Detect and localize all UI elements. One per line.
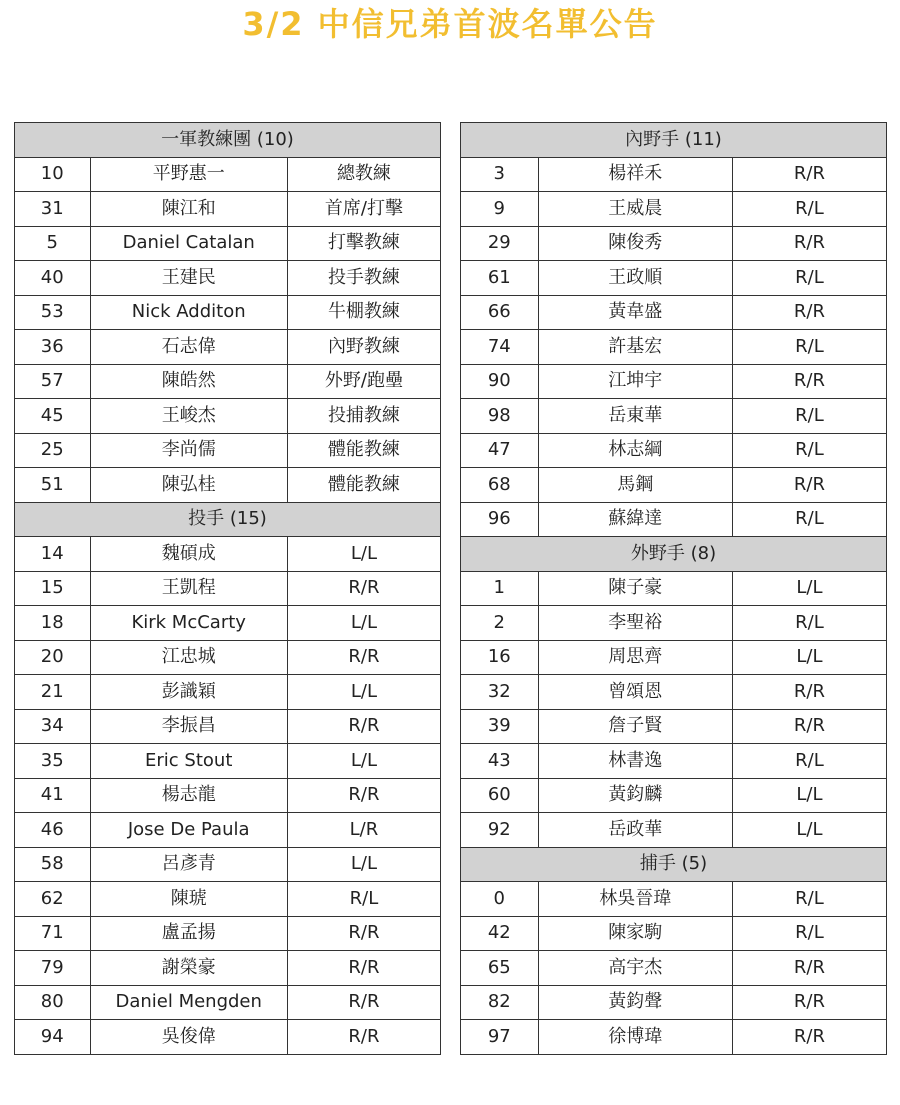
table-row [15, 226, 441, 261]
role-or-bats-throws: L/L [732, 813, 886, 848]
member-name: 謝榮豪 [90, 951, 287, 986]
member-name: 陳子豪 [538, 571, 732, 606]
member-name: 周思齊 [538, 640, 732, 675]
section-header-outfielders [461, 537, 887, 572]
roster-left-column [14, 122, 441, 1055]
table-row [461, 882, 887, 917]
table-row [15, 640, 441, 675]
section-header-catchers [461, 847, 887, 882]
jersey-number: 53 [15, 295, 91, 330]
jersey-number: 71 [15, 916, 91, 951]
member-name: 彭識穎 [90, 675, 287, 710]
jersey-number: 25 [15, 433, 91, 468]
member-name: 楊祥禾 [538, 157, 732, 192]
jersey-number: 96 [461, 502, 539, 537]
role-or-bats-throws: L/L [732, 571, 886, 606]
member-name: 王建民 [90, 261, 287, 296]
jersey-number: 97 [461, 1020, 539, 1055]
role-or-bats-throws: R/R [732, 675, 886, 710]
jersey-number: 82 [461, 985, 539, 1020]
table-row [461, 744, 887, 779]
role-or-bats-throws: R/L [732, 399, 886, 434]
section-title: 內野手 (11) [461, 123, 887, 158]
section-header-infielders [461, 123, 887, 158]
role-or-bats-throws: R/L [732, 744, 886, 779]
member-name: 盧孟揚 [90, 916, 287, 951]
table-row [15, 295, 441, 330]
table-row [15, 606, 441, 641]
section-header-coaches [15, 123, 441, 158]
member-name: 許基宏 [538, 330, 732, 365]
role-or-bats-throws: R/R [732, 1020, 886, 1055]
role-or-bats-throws: L/L [287, 606, 440, 641]
jersey-number: 35 [15, 744, 91, 779]
section-header-pitchers [15, 502, 441, 537]
roster-right-column [460, 122, 887, 1055]
role-or-bats-throws: L/L [732, 640, 886, 675]
table-row [461, 399, 887, 434]
table-row [15, 468, 441, 503]
jersey-number: 94 [15, 1020, 91, 1055]
roster-table-right [460, 122, 887, 1055]
jersey-number: 10 [15, 157, 91, 192]
table-row [461, 916, 887, 951]
table-row [15, 330, 441, 365]
member-name: 詹子賢 [538, 709, 732, 744]
table-row [461, 709, 887, 744]
member-name: 馬鋼 [538, 468, 732, 503]
table-row [15, 675, 441, 710]
jersey-number: 39 [461, 709, 539, 744]
role-or-bats-throws: R/R [732, 985, 886, 1020]
member-name: 岳政華 [538, 813, 732, 848]
role-or-bats-throws: R/R [732, 157, 886, 192]
member-name: Jose De Paula [90, 813, 287, 848]
member-name: Daniel Catalan [90, 226, 287, 261]
role-or-bats-throws: R/L [287, 882, 440, 917]
member-name: 石志偉 [90, 330, 287, 365]
member-name: 魏碩成 [90, 537, 287, 572]
member-name: 李振昌 [90, 709, 287, 744]
role-or-bats-throws: R/L [732, 261, 886, 296]
table-row [15, 744, 441, 779]
role-or-bats-throws: R/L [732, 882, 886, 917]
table-row [461, 192, 887, 227]
table-row [461, 330, 887, 365]
table-row [15, 916, 441, 951]
member-name: Kirk McCarty [90, 606, 287, 641]
member-name: 平野惠一 [90, 157, 287, 192]
member-name: 林書逸 [538, 744, 732, 779]
jersey-number: 29 [461, 226, 539, 261]
jersey-number: 20 [15, 640, 91, 675]
member-name: 岳東華 [538, 399, 732, 434]
role-or-bats-throws: L/L [287, 744, 440, 779]
member-name: 陳弘桂 [90, 468, 287, 503]
jersey-number: 14 [15, 537, 91, 572]
role-or-bats-throws: R/L [732, 433, 886, 468]
jersey-number: 16 [461, 640, 539, 675]
table-row [15, 778, 441, 813]
jersey-number: 36 [15, 330, 91, 365]
jersey-number: 45 [15, 399, 91, 434]
jersey-number: 51 [15, 468, 91, 503]
role-or-bats-throws: R/R [732, 295, 886, 330]
table-row [461, 985, 887, 1020]
member-name: 王凱程 [90, 571, 287, 606]
jersey-number: 62 [15, 882, 91, 917]
role-or-bats-throws: 牛棚教練 [287, 295, 440, 330]
jersey-number: 18 [15, 606, 91, 641]
table-row [461, 1020, 887, 1055]
member-name: 陳江和 [90, 192, 287, 227]
table-row [15, 709, 441, 744]
role-or-bats-throws: R/R [287, 985, 440, 1020]
table-row [15, 985, 441, 1020]
member-name: 高宇杰 [538, 951, 732, 986]
section-title: 投手 (15) [15, 502, 441, 537]
table-row [15, 399, 441, 434]
table-row [15, 813, 441, 848]
jersey-number: 60 [461, 778, 539, 813]
member-name: 呂彥青 [90, 847, 287, 882]
jersey-number: 66 [461, 295, 539, 330]
table-row [461, 813, 887, 848]
jersey-number: 15 [15, 571, 91, 606]
table-row [15, 847, 441, 882]
table-row [15, 882, 441, 917]
role-or-bats-throws: R/R [287, 640, 440, 675]
jersey-number: 58 [15, 847, 91, 882]
table-row [461, 778, 887, 813]
member-name: 徐博瑋 [538, 1020, 732, 1055]
role-or-bats-throws: R/R [287, 916, 440, 951]
jersey-number: 46 [15, 813, 91, 848]
role-or-bats-throws: 體能教練 [287, 468, 440, 503]
jersey-number: 47 [461, 433, 539, 468]
role-or-bats-throws: L/L [732, 778, 886, 813]
member-name: 黃鈞麟 [538, 778, 732, 813]
role-or-bats-throws: 總教練 [287, 157, 440, 192]
role-or-bats-throws: 體能教練 [287, 433, 440, 468]
roster-table-left [14, 122, 441, 1055]
member-name: Nick Additon [90, 295, 287, 330]
member-name: 江坤宇 [538, 364, 732, 399]
role-or-bats-throws: L/L [287, 537, 440, 572]
section-title: 外野手 (8) [461, 537, 887, 572]
table-row [15, 1020, 441, 1055]
member-name: 林志綱 [538, 433, 732, 468]
member-name: 吳俊偉 [90, 1020, 287, 1055]
section-title: 一軍教練團 (10) [15, 123, 441, 158]
member-name: 陳俊秀 [538, 226, 732, 261]
jersey-number: 40 [15, 261, 91, 296]
jersey-number: 57 [15, 364, 91, 399]
member-name: 王峻杰 [90, 399, 287, 434]
role-or-bats-throws: R/R [732, 226, 886, 261]
role-or-bats-throws: 內野教練 [287, 330, 440, 365]
table-row [15, 951, 441, 986]
role-or-bats-throws: R/L [732, 330, 886, 365]
jersey-number: 0 [461, 882, 539, 917]
role-or-bats-throws: 投捕教練 [287, 399, 440, 434]
jersey-number: 74 [461, 330, 539, 365]
member-name: 楊志龍 [90, 778, 287, 813]
table-row [461, 468, 887, 503]
member-name: 江忠城 [90, 640, 287, 675]
jersey-number: 2 [461, 606, 539, 641]
table-row [15, 433, 441, 468]
table-row [461, 261, 887, 296]
table-row [461, 295, 887, 330]
table-row [461, 606, 887, 641]
role-or-bats-throws: R/L [732, 606, 886, 641]
jersey-number: 92 [461, 813, 539, 848]
jersey-number: 90 [461, 364, 539, 399]
member-name: 陳家駒 [538, 916, 732, 951]
jersey-number: 61 [461, 261, 539, 296]
jersey-number: 42 [461, 916, 539, 951]
role-or-bats-throws: R/R [287, 1020, 440, 1055]
table-row [15, 571, 441, 606]
member-name: 陳皓然 [90, 364, 287, 399]
role-or-bats-throws: R/R [287, 571, 440, 606]
table-row [15, 261, 441, 296]
role-or-bats-throws: R/L [732, 916, 886, 951]
jersey-number: 21 [15, 675, 91, 710]
role-or-bats-throws: L/R [287, 813, 440, 848]
role-or-bats-throws: 投手教練 [287, 261, 440, 296]
table-row [15, 537, 441, 572]
jersey-number: 79 [15, 951, 91, 986]
table-row [461, 364, 887, 399]
table-row [461, 571, 887, 606]
jersey-number: 31 [15, 192, 91, 227]
table-row [461, 433, 887, 468]
jersey-number: 5 [15, 226, 91, 261]
member-name: 李尚儒 [90, 433, 287, 468]
member-name: 黃鈞聲 [538, 985, 732, 1020]
table-row [461, 502, 887, 537]
role-or-bats-throws: R/R [732, 709, 886, 744]
role-or-bats-throws: R/R [287, 778, 440, 813]
jersey-number: 9 [461, 192, 539, 227]
role-or-bats-throws: 打擊教練 [287, 226, 440, 261]
jersey-number: 34 [15, 709, 91, 744]
jersey-number: 68 [461, 468, 539, 503]
jersey-number: 1 [461, 571, 539, 606]
member-name: 曾頌恩 [538, 675, 732, 710]
jersey-number: 3 [461, 157, 539, 192]
role-or-bats-throws: L/L [287, 847, 440, 882]
jersey-number: 98 [461, 399, 539, 434]
section-title: 捕手 (5) [461, 847, 887, 882]
member-name: 李聖裕 [538, 606, 732, 641]
table-row [461, 640, 887, 675]
member-name: 黃韋盛 [538, 295, 732, 330]
table-row [15, 157, 441, 192]
member-name: Daniel Mengden [90, 985, 287, 1020]
member-name: 陳琥 [90, 882, 287, 917]
member-name: Eric Stout [90, 744, 287, 779]
role-or-bats-throws: R/L [732, 502, 886, 537]
table-row [15, 364, 441, 399]
member-name: 王威晨 [538, 192, 732, 227]
member-name: 林吳晉瑋 [538, 882, 732, 917]
jersey-number: 65 [461, 951, 539, 986]
jersey-number: 80 [15, 985, 91, 1020]
table-row [461, 951, 887, 986]
table-row [461, 226, 887, 261]
jersey-number: 41 [15, 778, 91, 813]
member-name: 王政順 [538, 261, 732, 296]
role-or-bats-throws: R/R [287, 951, 440, 986]
role-or-bats-throws: R/R [732, 364, 886, 399]
role-or-bats-throws: 首席/打擊 [287, 192, 440, 227]
role-or-bats-throws: 外野/跑壘 [287, 364, 440, 399]
role-or-bats-throws: R/R [732, 468, 886, 503]
jersey-number: 43 [461, 744, 539, 779]
table-row [461, 675, 887, 710]
member-name: 蘇緯達 [538, 502, 732, 537]
table-row [15, 192, 441, 227]
role-or-bats-throws: L/L [287, 675, 440, 710]
table-row [461, 157, 887, 192]
jersey-number: 32 [461, 675, 539, 710]
page-title: 3/2 中信兄弟首波名單公告 [242, 5, 658, 43]
role-or-bats-throws: R/L [732, 192, 886, 227]
role-or-bats-throws: R/R [732, 951, 886, 986]
role-or-bats-throws: R/R [287, 709, 440, 744]
